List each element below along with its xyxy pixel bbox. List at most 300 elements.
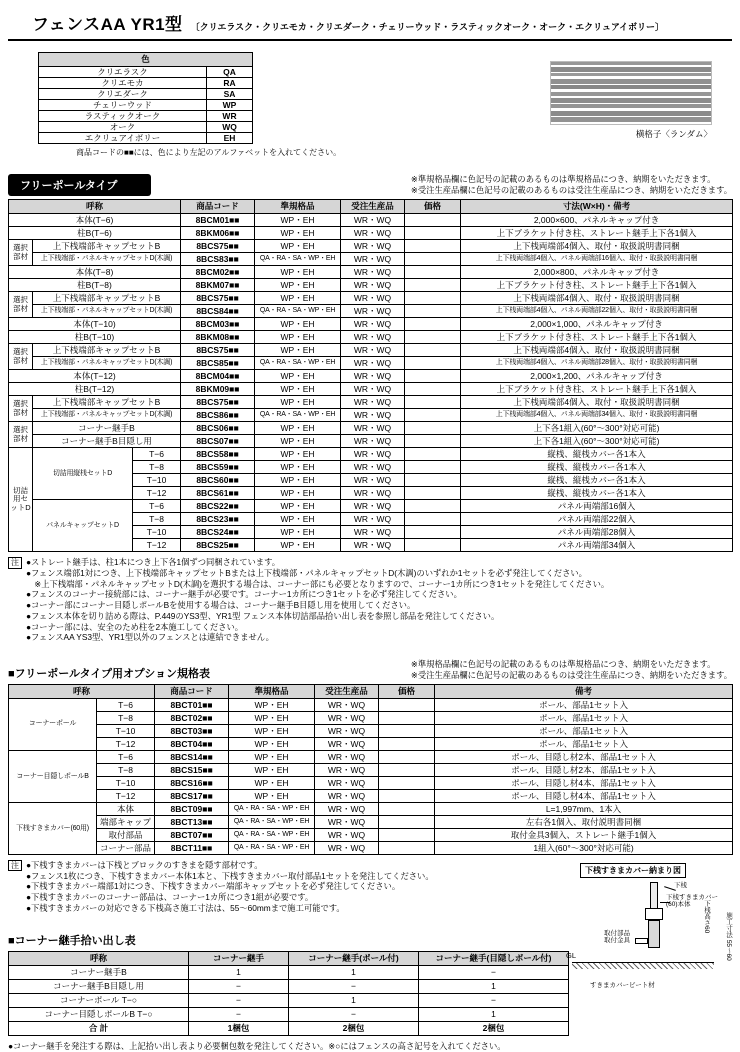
cell <box>379 698 435 711</box>
cell: 選択部材 <box>9 344 33 370</box>
cell: QA <box>207 67 253 78</box>
cell: WP・EH <box>229 789 315 802</box>
table-row <box>9 266 733 279</box>
cell: 柱B(T−8) <box>9 279 181 292</box>
cell: 2,000×1,000、パネルキャップ付き <box>461 318 733 331</box>
cell: 上下ブラケット付き柱、ストレート継手上下各1個入 <box>461 331 733 344</box>
cell: ポール、目隠し材2本、部品1セット入 <box>435 750 733 763</box>
cell: QA・RA・SA・WP・EH <box>229 828 315 841</box>
cell: チェリーウッド <box>39 100 207 111</box>
header-cell: コーナー継手 <box>189 951 289 965</box>
cell: 上下桟両端部4個入、取付・取扱説明書同梱 <box>461 240 733 253</box>
note-line: ※準規格品欄に色記号の記載のあるものは準規格品につき、納期をいただきます。 <box>410 174 716 185</box>
cell: 上下桟両端部4個入、パネル両端部34個入、取付・取扱説明書同梱 <box>461 409 733 422</box>
cell <box>405 487 461 500</box>
installation-diagram <box>564 860 734 1000</box>
cell: T−8 <box>133 513 181 526</box>
cell: 下桟すきまカバー(60用) <box>9 802 97 854</box>
header-cell: 寸法(W×H)・備考 <box>461 200 733 214</box>
cell: パネル両端部16個入 <box>461 500 733 513</box>
cell: 1 <box>189 965 289 979</box>
label-gl: GL <box>566 951 577 960</box>
table-row <box>9 357 733 370</box>
cell: コーナー目隠しポールB <box>9 750 97 802</box>
note-line: ●下桟すきまカバーは下桟とブロックのすきまを隠す部材です。 <box>26 859 263 870</box>
note-line: ※上下桟端部・パネルキャップセットD(木調)を選択する場合は、コーナー部にも必要となりますので、コーナー1カ所につき1セットを発注してください。 <box>26 578 610 589</box>
cell: WP・EH <box>255 396 341 409</box>
cell: L=1,997mm、1本入 <box>435 802 733 815</box>
cell: QA・RA・SA・WP・EH <box>255 409 341 422</box>
cell: 8BCS75■■ <box>181 292 255 305</box>
header-cell: 価格 <box>405 200 461 214</box>
cell: 1梱包 <box>189 1021 289 1035</box>
section-title-option: ■フリーポールタイプ用オプション規格表 <box>8 667 211 680</box>
cell: 8BCS22■■ <box>181 500 255 513</box>
note-line: ●コーナー部にコーナー目隠しポールBを使用する場合は、コーナー継手B目隠し用を使用してください。 <box>26 600 416 611</box>
cell: コーナー目隠しポールB T−○ <box>9 1007 189 1021</box>
cell: 8BCM01■■ <box>181 214 255 227</box>
table-row <box>39 111 253 122</box>
cell: WR・WQ <box>341 500 405 513</box>
cell <box>405 292 461 305</box>
note-line: ※受注生産品欄に色記号の記載のあるものは受注生産品につき、納期をいただきます。 <box>410 185 732 196</box>
header-cell: 準規格品 <box>255 200 341 214</box>
cell: パネルキャップセットD <box>33 500 133 552</box>
cell <box>405 266 461 279</box>
cell: T−10 <box>97 724 155 737</box>
cell: 上下桟端部・パネルキャップセットD(木調) <box>33 357 181 370</box>
table-row <box>9 383 733 396</box>
cell: 上下桟両端部4個入、パネル両端部28個入、取付・取扱説明書同梱 <box>461 357 733 370</box>
cell: 1 <box>419 979 569 993</box>
cell: WP・EH <box>255 474 341 487</box>
cell: WR・WQ <box>315 776 379 789</box>
cell: T−8 <box>133 461 181 474</box>
cell: T−6 <box>133 500 181 513</box>
cell <box>379 750 435 763</box>
cell: WP・EH <box>229 698 315 711</box>
cell: WP・EH <box>255 227 341 240</box>
cell: クリエモカ <box>39 78 207 89</box>
cell: 本体(T−10) <box>9 318 181 331</box>
diagram-canvas <box>564 882 734 1000</box>
label-bottom-rail: 下桟 <box>674 882 687 889</box>
cell: パネル両端部34個入 <box>461 539 733 552</box>
cell: WP・EH <box>255 370 341 383</box>
cell <box>405 253 461 266</box>
cell: 8BCM03■■ <box>181 318 255 331</box>
cell: コーナー継手B目隠し用 <box>33 435 181 448</box>
cell: ラスティックオーク <box>39 111 207 122</box>
header-cell: 呼称 <box>9 684 155 698</box>
cell: 本体(T−8) <box>9 266 181 279</box>
cell <box>405 214 461 227</box>
cell: T−6 <box>133 448 181 461</box>
cell <box>379 802 435 815</box>
cell: WR・WQ <box>315 763 379 776</box>
cell: WR・WQ <box>315 724 379 737</box>
cell: ポール、目隠し材4本、部品1セット入 <box>435 789 733 802</box>
cell: 2,000×1,200、パネルキャップ付き <box>461 370 733 383</box>
cell: 端部キャップ <box>97 815 155 828</box>
table-row <box>9 409 733 422</box>
cell: WP・EH <box>255 500 341 513</box>
cell <box>405 240 461 253</box>
cell <box>405 227 461 240</box>
main-notes-list <box>26 557 609 643</box>
cell: 8BCS75■■ <box>181 240 255 253</box>
cell: T−12 <box>97 789 155 802</box>
label-bracket: 取付金具 <box>604 937 630 945</box>
cell <box>405 344 461 357</box>
label-parts: 取付部品 <box>604 930 630 937</box>
cell: WP・EH <box>255 214 341 227</box>
cell: WP・EH <box>255 279 341 292</box>
cell: エクリュアイボリー <box>39 133 207 144</box>
cell: T−12 <box>133 539 181 552</box>
cell <box>379 828 435 841</box>
cell: 8BCM02■■ <box>181 266 255 279</box>
cell: 上下各1組入(60°〜300°対応可能) <box>461 422 733 435</box>
table-row <box>9 253 733 266</box>
cell: 上下桟両端部4個入、取付・取扱説明書同梱 <box>461 396 733 409</box>
table-row <box>9 305 733 318</box>
cell: 柱B(T−6) <box>9 227 181 240</box>
cell: 8BKM06■■ <box>181 227 255 240</box>
table-row <box>9 737 733 750</box>
cell: 8BCT13■■ <box>155 815 229 828</box>
cell: 1 <box>289 965 419 979</box>
diagram-title: 下桟すきまカバー納まり図 <box>580 863 686 878</box>
cell <box>405 331 461 344</box>
cell: WR・WQ <box>341 331 405 344</box>
cell: 8BCS59■■ <box>181 461 255 474</box>
cell: WP・EH <box>255 513 341 526</box>
table-row <box>9 214 733 227</box>
page-title: フェンスAA YR1型 <box>32 15 183 34</box>
cell: 8BCS86■■ <box>181 409 255 422</box>
cell: − <box>189 979 289 993</box>
header-cell: 商品コード <box>181 200 255 214</box>
option-notes-list <box>26 860 434 914</box>
table-row <box>9 435 733 448</box>
cell <box>405 448 461 461</box>
cell: WP <box>207 100 253 111</box>
cell: 8BCT01■■ <box>155 698 229 711</box>
cell: 上下ブラケット付き柱、ストレート継手上下各1個入 <box>461 383 733 396</box>
color-code-block <box>30 49 342 158</box>
cell <box>405 422 461 435</box>
header-cell: 受注生産品 <box>315 684 379 698</box>
free-pole-type-table <box>8 199 733 552</box>
cell: 柱B(T−12) <box>9 383 181 396</box>
table-row <box>9 776 733 789</box>
cell <box>405 474 461 487</box>
cell: 8BCS15■■ <box>155 763 229 776</box>
cell: 8BKM08■■ <box>181 331 255 344</box>
header-cell: コーナー継手(ポール付) <box>289 951 419 965</box>
header-cell: 呼称 <box>9 951 189 965</box>
note-line: ●フェンス本体を切り詰める際は、P.449のYS3型、YR1型 フェンス本体切詰部品拾い出し表を参照し部品を発注してください。 <box>26 610 500 621</box>
cell <box>405 318 461 331</box>
table-row <box>9 815 733 828</box>
header-cell: 備考 <box>435 684 733 698</box>
cell: − <box>419 965 569 979</box>
cell: T−6 <box>97 750 155 763</box>
label-dim-range: 55〜60 <box>725 939 732 961</box>
table-row <box>39 67 253 78</box>
cell: 合 計 <box>9 1021 189 1035</box>
cell <box>405 383 461 396</box>
cell: WR・WQ <box>341 357 405 370</box>
cell <box>379 737 435 750</box>
table-row <box>9 370 733 383</box>
cell: WR・WQ <box>341 448 405 461</box>
label-dim-text: 施工寸法 <box>725 912 732 938</box>
cell: WP・EH <box>255 344 341 357</box>
cell: 上下ブラケット付き柱、ストレート継手上下各1個入 <box>461 227 733 240</box>
cell: パネル両端部28個入 <box>461 526 733 539</box>
cell: 選択部材 <box>9 396 33 422</box>
cell: WR・WQ <box>341 253 405 266</box>
cell: ポール、部品1セット入 <box>435 711 733 724</box>
cell: WR・WQ <box>315 750 379 763</box>
cell: 8BCS06■■ <box>181 422 255 435</box>
section-title-free-pole: フリーポールタイプ <box>8 174 151 196</box>
page-subtitle: 〔クリエラスク・クリエモカ・クリエダーク・チェリーウッド・ラスティックオーク・オーク・エクリュアイボリー〕 <box>190 22 665 32</box>
cell: EH <box>207 133 253 144</box>
cell: T−6 <box>97 698 155 711</box>
cell: 8BCS83■■ <box>181 253 255 266</box>
cell: 上下桟両端部4個入、パネル両端部22個入、取付・取扱説明書同梱 <box>461 305 733 318</box>
cell: WP・EH <box>255 539 341 552</box>
label-rail-height: 下桟高さ60 <box>703 900 710 934</box>
cell: WR・WQ <box>315 841 379 854</box>
fence-figure <box>550 49 712 158</box>
label-mounting-parts <box>564 930 630 945</box>
table-row <box>9 292 733 305</box>
cell: コーナー継手B目隠し用 <box>9 979 189 993</box>
cell: 上下桟両端部4個入、取付・取扱説明書同梱 <box>461 344 733 357</box>
cell: 8BCM04■■ <box>181 370 255 383</box>
cell: 本体(T−12) <box>9 370 181 383</box>
cell: WP・EH <box>255 331 341 344</box>
cell: WP・EH <box>255 487 341 500</box>
cell: 8BCT04■■ <box>155 737 229 750</box>
fence-caption: 横格子〈ランダム〉 <box>635 129 712 139</box>
label-cover-beat: すきまカバービート材 <box>590 982 655 989</box>
cell: WR・WQ <box>341 227 405 240</box>
cell: WP・EH <box>255 318 341 331</box>
table-row <box>9 979 569 993</box>
cell: 本体(T−6) <box>9 214 181 227</box>
cell: WR・WQ <box>341 318 405 331</box>
cell: WR・WQ <box>341 305 405 318</box>
cell: 上下桟端部・パネルキャップセットD(木調) <box>33 409 181 422</box>
cell: オーク <box>39 122 207 133</box>
note-line: ●下桟すきまカバーの対応できる下桟高さ施工寸法は、55〜60mmまで施工可能です。 <box>26 902 345 913</box>
cell: ポール、目隠し材4本、部品1セット入 <box>435 776 733 789</box>
table-row <box>9 318 733 331</box>
cell: 取付部品 <box>97 828 155 841</box>
cell: 8BCS24■■ <box>181 526 255 539</box>
note-mark: 注 <box>8 557 22 569</box>
table-row <box>9 802 733 815</box>
cell: 8BKM09■■ <box>181 383 255 396</box>
cell: 8BCS17■■ <box>155 789 229 802</box>
table-row <box>39 78 253 89</box>
table-row <box>9 422 733 435</box>
cell: 選択部材 <box>9 292 33 318</box>
cell: 8BCS75■■ <box>181 396 255 409</box>
cell <box>379 841 435 854</box>
cell: パネル両端部22個入 <box>461 513 733 526</box>
cell: 左右各1個入、取付説明書同梱 <box>435 815 733 828</box>
note-line: ●コーナー部には、安全のため柱を2本施工してください。 <box>26 621 244 632</box>
cell: WR・WQ <box>315 815 379 828</box>
table-header-row <box>9 684 733 698</box>
cell: 8BCT03■■ <box>155 724 229 737</box>
cell: 1 <box>419 1007 569 1021</box>
cell: 8BCS14■■ <box>155 750 229 763</box>
cell: 柱B(T−10) <box>9 331 181 344</box>
header-cell: コーナー継手(目隠しポール付) <box>419 951 569 965</box>
cell: − <box>289 1007 419 1021</box>
note-line: ●フェンス端部1対につき、上下桟端部キャップセットBまたは上下桟端部・パネルキャップセットD(木調)のいずれか1セットを必ず発注してください。 <box>26 567 587 578</box>
cell: WP・EH <box>255 526 341 539</box>
cell: 8BCS07■■ <box>181 435 255 448</box>
cell: WP・EH <box>229 737 315 750</box>
cell: 8BCS84■■ <box>181 305 255 318</box>
cell: WR・WQ <box>341 461 405 474</box>
cell <box>379 789 435 802</box>
cell: QA・RA・SA・WP・EH <box>255 357 341 370</box>
cell: SA <box>207 89 253 100</box>
cell: コーナーポール T−○ <box>9 993 189 1007</box>
cell: 8BCS23■■ <box>181 513 255 526</box>
cell: WR・WQ <box>315 828 379 841</box>
main-notes <box>8 557 732 643</box>
cell: 8BCT11■■ <box>155 841 229 854</box>
cell: ポール、部品1セット入 <box>435 737 733 750</box>
table-row <box>9 763 733 776</box>
cell <box>405 396 461 409</box>
cell: 選択部材 <box>9 422 33 448</box>
note-mark-2: 注 <box>8 860 22 872</box>
cell <box>405 526 461 539</box>
cell: WP・EH <box>255 292 341 305</box>
cell: WR・WQ <box>315 789 379 802</box>
cell: ポール、部品1セット入 <box>435 698 733 711</box>
option-spec-table <box>8 684 733 855</box>
cell <box>405 461 461 474</box>
cell: ポール、部品1セット入 <box>435 724 733 737</box>
cell: WP・EH <box>229 711 315 724</box>
cell: WP・EH <box>229 776 315 789</box>
cell: WR・WQ <box>341 422 405 435</box>
cell: 取付金具3個入、ストレート継手1個入 <box>435 828 733 841</box>
cell: WP・EH <box>255 448 341 461</box>
table-row <box>9 965 569 979</box>
cell: 縦桟、縦桟カバー各1本入 <box>461 487 733 500</box>
section-title-corner: ■コーナー継手拾い出し表 <box>8 934 136 947</box>
table-row <box>9 331 733 344</box>
cell <box>405 513 461 526</box>
cell: RA <box>207 78 253 89</box>
cell <box>379 711 435 724</box>
cell: 上下桟端部・パネルキャップセットD(木調) <box>33 253 181 266</box>
cell: 8BCS61■■ <box>181 487 255 500</box>
cell: T−12 <box>133 487 181 500</box>
cell: WP・EH <box>229 724 315 737</box>
cell: WR・WQ <box>341 396 405 409</box>
cell: WR・WQ <box>341 383 405 396</box>
cell: コーナーポール <box>9 698 97 750</box>
cell: WR <box>207 111 253 122</box>
cell: 切詰用縦桟セットD <box>33 448 133 500</box>
cell: WR・WQ <box>341 266 405 279</box>
cell: クリエダーク <box>39 89 207 100</box>
cell: 本体 <box>97 802 155 815</box>
cell: WR・WQ <box>341 513 405 526</box>
cell: − <box>189 993 289 1007</box>
free-pole-section-header <box>8 174 732 196</box>
cell <box>405 305 461 318</box>
header-cell: 受注生産品 <box>341 200 405 214</box>
cell: 1 <box>289 993 419 1007</box>
cell <box>405 370 461 383</box>
cell: T−8 <box>97 763 155 776</box>
cell: WR・WQ <box>341 539 405 552</box>
cell: 2,000×600、パネルキャップ付き <box>461 214 733 227</box>
header-cell: 価格 <box>379 684 435 698</box>
cell: 8BCS75■■ <box>181 344 255 357</box>
table-row <box>9 1007 569 1021</box>
cell: 上下桟端部キャップセットB <box>33 292 181 305</box>
standard-product-notes <box>411 174 732 196</box>
cell: T−10 <box>133 474 181 487</box>
cell <box>379 763 435 776</box>
table-row <box>9 841 733 854</box>
cell: WR・WQ <box>341 214 405 227</box>
cell: 上下桟両端部4個入、取付・取扱説明書同梱 <box>461 292 733 305</box>
note-line: ※受注生産品欄に色記号の記載のあるものは受注生産品につき、納期をいただきます。 <box>410 670 732 681</box>
cell: 縦桟、縦桟カバー各1本入 <box>461 474 733 487</box>
cell: WR・WQ <box>341 474 405 487</box>
cell <box>379 815 435 828</box>
cell: WP・EH <box>255 422 341 435</box>
cell: 8BCT02■■ <box>155 711 229 724</box>
cell: 上下桟端部キャップセットB <box>33 240 181 253</box>
cell: 上下ブラケット付き柱、ストレート継手上下各1個入 <box>461 279 733 292</box>
cell: コーナー継手B <box>33 422 181 435</box>
cell: 8BCS25■■ <box>181 539 255 552</box>
cell: 2梱包 <box>419 1021 569 1035</box>
corner-table-note: ●コーナー継手を発注する際は、上記拾い出し表より必要梱包数を発注してください。※○にはフェンスの高さ記号を入れてください。 <box>8 1040 506 1051</box>
note-line: ※準規格品欄に色記号の記載のあるものは準規格品につき、納期をいただきます。 <box>410 659 716 670</box>
table-row <box>9 750 733 763</box>
note-line: ●下桟すきまカバー端部1対につき、下桟すきまカバー端部キャップセットを必ず発注してください。 <box>26 881 401 892</box>
cell: WR・WQ <box>341 279 405 292</box>
cell: WP・EH <box>229 750 315 763</box>
cell: QA・RA・SA・WP・EH <box>255 305 341 318</box>
cell: WP・EH <box>229 763 315 776</box>
cell: WP・EH <box>255 435 341 448</box>
cell: 縦桟、縦桟カバー各1本入 <box>461 448 733 461</box>
table-row <box>39 122 253 133</box>
option-section-header <box>8 659 732 681</box>
table-row <box>9 500 733 513</box>
